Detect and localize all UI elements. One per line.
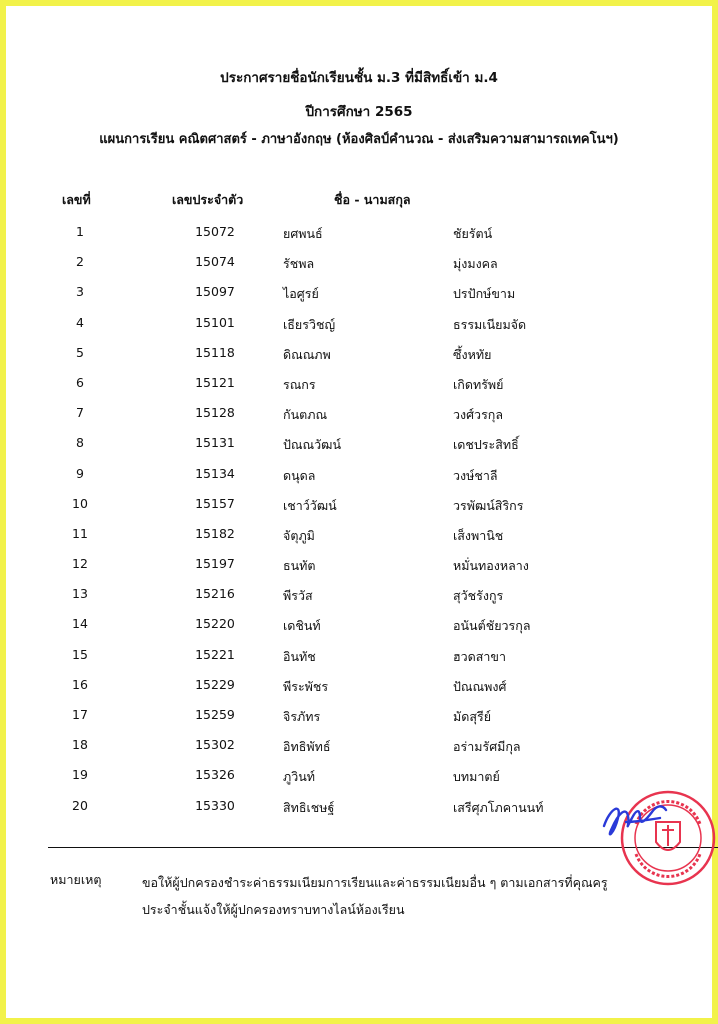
row-number: 1 — [76, 224, 84, 239]
first-name: ธนทัต — [283, 558, 316, 574]
note-text — [142, 869, 672, 923]
row-number: 17 — [72, 707, 88, 722]
table-row — [0, 462, 718, 492]
student-id: 15118 — [195, 344, 235, 360]
student-id: 15220 — [195, 616, 235, 632]
table-row — [0, 552, 718, 582]
row-number: 16 — [72, 676, 88, 692]
first-name: กันตภณ — [283, 407, 328, 423]
row-number: 7 — [76, 405, 84, 421]
table-row — [0, 643, 718, 673]
student-id: 15072 — [195, 224, 235, 239]
last-name: เดชประสิทธิ์ — [453, 437, 519, 453]
first-name: ไอศูรย์ — [283, 286, 319, 302]
last-name: ปัณณพงศ์ — [453, 678, 507, 694]
last-name: มัดสุรีย์ — [453, 709, 492, 724]
last-name: ปรปักษ์ขาม — [453, 286, 516, 302]
row-number: 3 — [76, 284, 84, 300]
last-name: วรพัฒน์สิริกร — [453, 497, 524, 513]
first-name: ภูวินท์ — [283, 769, 316, 785]
last-name: เส็งพานิช — [453, 527, 504, 543]
first-name: จัตุภูมิ — [283, 527, 315, 543]
student-id: 15182 — [195, 525, 235, 541]
last-name: ฮวดสาขา — [453, 648, 506, 664]
table-row — [0, 250, 718, 280]
student-id: 15074 — [195, 254, 235, 270]
student-id: 15097 — [195, 284, 235, 300]
school-stamp-and-signature — [596, 788, 716, 888]
last-name: บทมาตย์ — [453, 769, 500, 785]
row-number: 8 — [76, 435, 84, 451]
row-number: 9 — [76, 465, 84, 481]
row-number: 19 — [72, 767, 88, 783]
row-number: 20 — [72, 797, 88, 813]
school-seal-icon — [622, 792, 714, 884]
student-id: 15229 — [195, 676, 235, 692]
last-name: อร่ามรัศมีกุล — [453, 739, 521, 755]
study-program: แผนการเรียน คณิตศาสตร์ - ภาษาอังกฤษ (ห้องศิลป์คำนวณ - ส่งเสริมความสามารถเทคโนฯ) — [99, 132, 619, 147]
last-name: วงษ์ชาลี — [453, 467, 498, 483]
row-number: 18 — [72, 737, 88, 753]
student-id: 15259 — [195, 707, 235, 722]
table-row — [0, 733, 718, 763]
first-name: เดชินท์ — [283, 618, 321, 634]
last-name: เกิดทรัพย์ — [453, 376, 504, 392]
last-name: ซึ้งหทัย — [453, 346, 492, 362]
student-list — [0, 220, 718, 824]
table-row — [0, 582, 718, 612]
last-name: อนันต์ชัยวรกุล — [453, 618, 531, 634]
student-id: 15326 — [195, 767, 235, 783]
row-number: 10 — [72, 495, 88, 511]
student-id: 15197 — [195, 556, 235, 572]
first-name: ปัณณวัฒน์ — [283, 437, 341, 453]
row-number: 2 — [76, 254, 84, 270]
column-header-name: ชื่อ - นามสกุล — [334, 192, 411, 207]
first-name: พีรวัส — [283, 588, 313, 604]
first-name: รัชพล — [283, 256, 315, 272]
table-row — [0, 703, 718, 733]
student-id: 15157 — [195, 495, 235, 511]
note-label: หมายเหตุ — [50, 872, 102, 887]
first-name: เชาว์วัฒน์ — [283, 497, 337, 513]
row-number: 5 — [76, 344, 84, 360]
first-name: พีระพัชร — [283, 678, 329, 694]
student-id: 15131 — [195, 435, 235, 451]
last-name: มุ่งมงคล — [453, 256, 498, 272]
row-number: 12 — [72, 556, 88, 572]
student-id: 15134 — [195, 465, 235, 481]
first-name: ดนุดล — [283, 467, 316, 483]
last-name: หมั่นทองหลาง — [453, 558, 529, 574]
student-id: 15121 — [195, 374, 235, 390]
table-row — [0, 220, 718, 250]
first-name: เธียรวิชญ์ — [283, 316, 336, 332]
table-row — [0, 673, 718, 703]
student-id: 15221 — [195, 646, 235, 662]
table-row — [0, 431, 718, 461]
row-number: 15 — [72, 646, 88, 662]
last-name: ธรรมเนียมจัด — [453, 316, 527, 332]
row-number: 6 — [76, 374, 84, 390]
note-line-1: ขอให้ผู้ปกครองชำระค่าธรรมเนียมการเรียนและค่าธรรมเนียมอื่น ๆ ตามเอกสารที่คุณครู — [142, 875, 608, 890]
table-row — [0, 341, 718, 371]
first-name: ดิณณภพ — [283, 346, 331, 362]
table-row — [0, 311, 718, 341]
first-name: อิทธิพัทธ์ — [283, 739, 331, 755]
student-id: 15330 — [195, 797, 235, 813]
first-name: รณกร — [283, 376, 316, 392]
table-row — [0, 371, 718, 401]
last-name: ชัยรัตน์ — [453, 226, 493, 241]
student-id: 15101 — [195, 314, 235, 330]
row-number: 14 — [72, 616, 88, 632]
last-name: สุวัชรังกูร — [453, 588, 504, 604]
column-header-student-id: เลขประจำตัว — [172, 192, 244, 207]
student-id: 15128 — [195, 405, 235, 421]
row-number: 4 — [76, 314, 84, 330]
row-number: 13 — [72, 586, 88, 602]
student-id: 15302 — [195, 737, 235, 753]
last-name: เสรีศุภโภคานนท์ — [453, 799, 544, 815]
last-name: วงศ์วรกุล — [453, 407, 504, 423]
table-row — [0, 522, 718, 552]
first-name: อินทัช — [283, 648, 316, 664]
announcement-title: ประกาศรายชื่อนักเรียนชั้น ม.3 ที่มีสิทธิ์เข้า ม.4 — [220, 70, 498, 86]
academic-year: ปีการศึกษา 2565 — [305, 104, 413, 120]
table-row — [0, 612, 718, 642]
first-name: ยศพนธ์ — [283, 226, 323, 241]
table-row — [0, 401, 718, 431]
row-number: 11 — [72, 525, 88, 541]
student-id: 15216 — [195, 586, 235, 602]
column-header-number: เลขที่ — [62, 192, 91, 207]
first-name: จิรภัทร — [283, 709, 321, 724]
table-row — [0, 492, 718, 522]
note-line-2: ประจำชั้นแจ้งให้ผู้ปกครองทราบทางไลน์ห้องเรียน — [142, 902, 405, 917]
first-name: สิทธิเชษฐ์ — [283, 799, 335, 815]
table-row — [0, 280, 718, 310]
